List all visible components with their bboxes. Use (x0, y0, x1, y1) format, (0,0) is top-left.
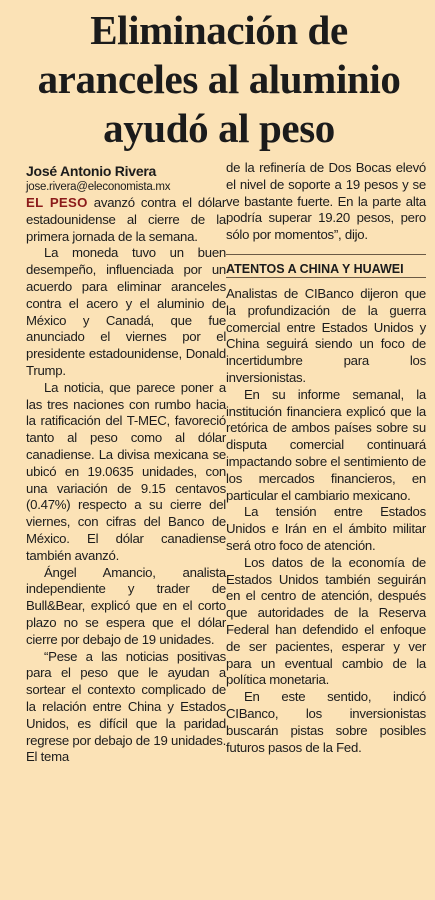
article-column-left (26, 162, 226, 766)
paragraph-1 (26, 195, 226, 245)
section-divider (226, 254, 426, 255)
paragraph-6: Analistas de CIBanco dijeron que la profundización de la guerra comercial entre Estados Unidos y China seguirá siendo un foco de incertidumbre para los inversionistas. (226, 285, 426, 385)
paragraph-5-continued: de la refinería de Dos Bocas elevó el nivel de soporte a 19 pesos y se ve bastante fuerte. En la parte alta podría superar 19.20 pesos, pero sólo por momentos”, dijo. (226, 160, 426, 243)
paragraph-2: La moneda tuvo un buen desempeño, influenciada por un acuerdo para eliminar aranceles contra el acero y el aluminio de México y Canadá, que fue anunciado el viernes por el presidente estadounidense, Donald Trump. (26, 245, 226, 378)
paragraph-5: “Pese a las noticias positivas para el peso que le ayudan a sortear el contexto complicado de la relación entre China y Estados Unidos, es difícil que la paridad regrese por debajo de 19 unidades. El tema (26, 648, 226, 765)
byline-email: jose.rivera@eleconomista.mx (26, 181, 171, 193)
headline-line-2: aranceles al aluminio (37, 56, 401, 102)
lead-word: EL PESO (26, 195, 88, 210)
byline-author: José Antonio Rivera (26, 163, 157, 179)
paragraph-8: La tensión entre Estados Unidos e Irán en el ámbito militar será otro foco de atención. (226, 504, 426, 553)
article-column-right (226, 160, 426, 756)
paragraph-10: En este sentido, indicó CIBanco, los inversionistas buscarán pistas sobre posibles futuros pasos de la Fed. (226, 689, 426, 755)
subhead-divider (226, 277, 426, 278)
paragraph-3: La noticia, que parece poner a las tres naciones con rumbo hacia la ratificación del T-MEC, favoreció tanto al peso como al dólar canadiense. La divisa mexicana se ubicó en 19.0635 unidades, con una variación de 9.15 centavos (0.47%) respecto a su cierre del viernes, con cifras del Banco de México. El dólar canadiense también avanzó. (26, 379, 226, 563)
paragraph-7: En su informe semanal, la institución financiera explicó que la retórica de ambos países sobre su disputa comercial continuará impactando sobre el sentimiento de los mercados financieros, en particular el cambiario mexicano. (226, 386, 426, 503)
paragraph-9: Los datos de la economía de Estados Unidos también seguirán en el centro de atención, después que autoridades de la Reserva Federal han defendido el enfoque de ser pacientes, esperar y ver para un eventual cambio de la política monetaria. (226, 554, 426, 688)
paragraph-4: Ángel Amancio, analista independiente y trader de Bull&Bear, explicó que en el corto plazo no se espera que el dólar cierre por debajo de 19 unidades. (26, 564, 226, 647)
subhead: ATENTOS A CHINA Y HUAWEI (226, 261, 404, 276)
headline-line-3: ayudó al peso (103, 105, 335, 151)
headline (14, 6, 424, 153)
paragraph-1-text: avanzó contra el dólar estadounidense al cierre de la primera jornada de la semana. (26, 195, 226, 244)
headline-line-1: Eliminación de (90, 7, 348, 53)
